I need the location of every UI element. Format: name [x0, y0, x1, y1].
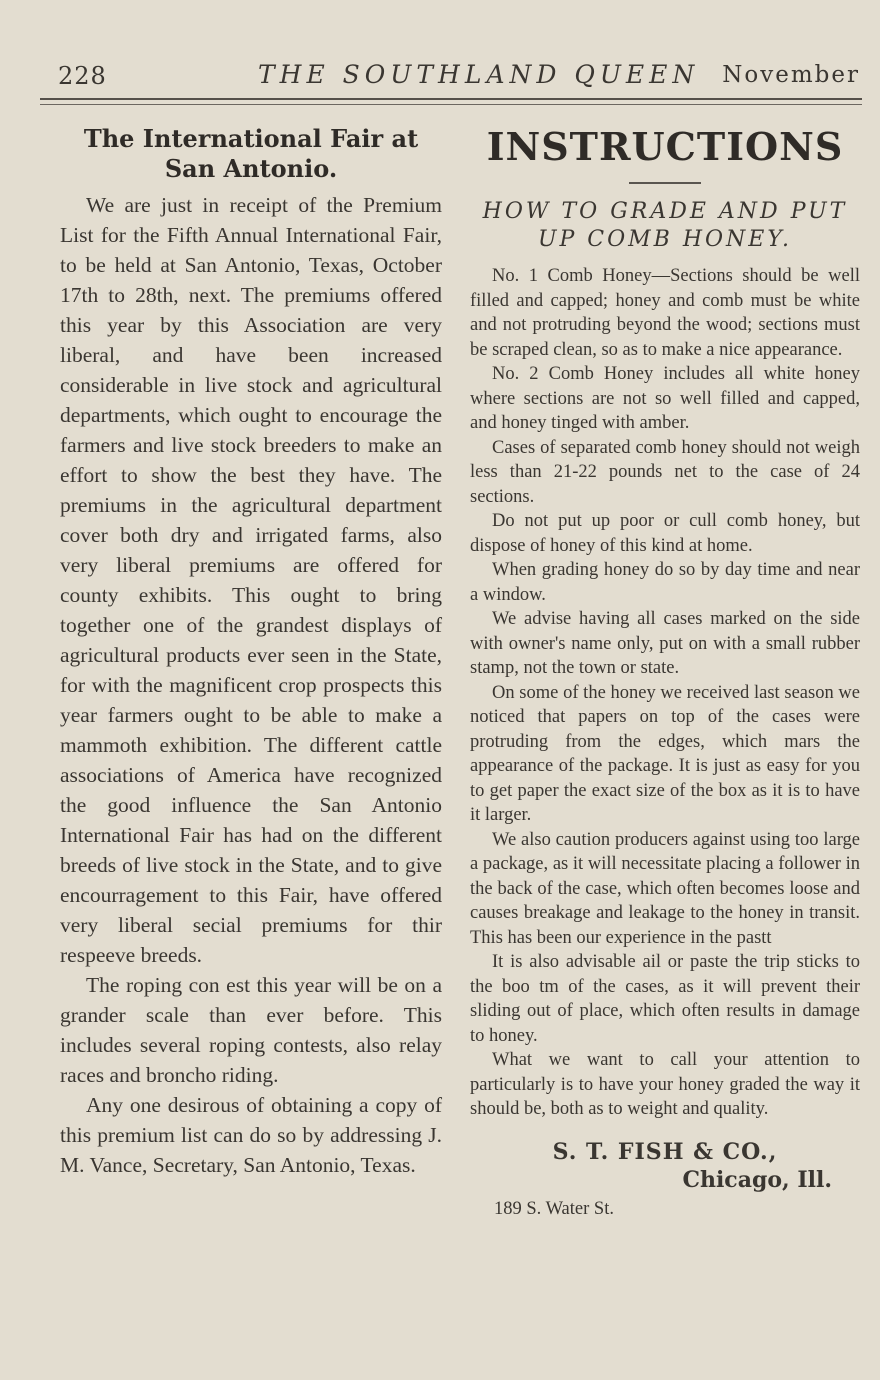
header-rule: [40, 98, 862, 100]
instruction-paragraph: No. 2 Comb Honey includes all white honey where sections are not so well filled and capped, and honey tinged with amber.: [470, 364, 860, 433]
section-divider: [629, 182, 701, 184]
instructions-subheading: HOW TO GRADE AND PUT UP COMB HONEY.: [482, 199, 848, 252]
signature-company: S. T. FISH & CO.,: [552, 1138, 778, 1165]
journal-title: THE SOUTHLAND QUEEN: [258, 60, 700, 89]
instruction-paragraph: It is also advisable ail or paste the trip sticks to the boo tm of the cases, as it will prevent their sliding out of place, which often results in damage to honey.: [470, 952, 860, 1046]
issue-month: November: [722, 62, 860, 88]
right-column-instructions: [470, 124, 860, 1222]
instruction-paragraph: When grading honey do so by day time and near a window.: [470, 560, 860, 605]
article-paragraph: The roping con est this year will be on a grander scale than ever before. This includes several roping contests, also relay races and broncho riding.: [60, 973, 442, 1087]
signature-address: 189 S. Water St.: [494, 1198, 614, 1219]
instruction-paragraph: We also caution producers against using too large a package, as it will necessitate placing a follower in the back of the case, which often becomes loose and causes breakage and leakage to the honey in transit. This has been our experience in the pastt: [470, 829, 860, 948]
instruction-paragraph: On some of the honey we received last season we noticed that papers on top of the cases were protruding from the edges, which mars the appearance of the package. It is just as easy for you to get paper the exact size of the box as it is to have it larger.: [470, 682, 860, 825]
instructions-heading: INSTRUCTIONS: [486, 124, 844, 169]
instruction-paragraph: We advise having all cases marked on the side with owner's name only, put on with a small rubber stamp, not the town or state.: [470, 609, 860, 678]
instruction-paragraph: What we want to call your attention to particularly is to have your honey graded the way it should be, both as to weight and quality.: [470, 1050, 860, 1119]
article-paragraph: We are just in receipt of the Premium List for the Fifth Annual International Fair, to be held at San Antonio, Texas, October 17th to 28th, next. The premiums offered this year by this Association are very liberal, and have been increased considerable in live stock and agricultural departments, which ought to encourage the farmers and live stock breeders to make an effort to show the best they have. The premiums in the agricultural department cover both dry and irrigated farms, also very liberal premiums are offered for county exhibits. This ought to bring together one of the grandest displays of agricultural products ever seen in the State, for with the magnificent crop prospects this year farmers ought to be able to make a mammoth exhibition. The different cattle associations of America have recognized the good influence the San Antonio International Fair has had on the different breeds of live stock in the State, and to give encourragement to this Fair, have offered very liberal secial premiums for thir respeeve breeds.: [60, 193, 442, 967]
article-title: The International Fair at San Antonio.: [83, 124, 419, 183]
instruction-paragraph: Cases of separated comb honey should not weigh less than 21-22 pounds net to the case of 24 sections.: [470, 437, 860, 507]
instruction-paragraph: No. 1 Comb Honey—Sections should be well filled and capped; honey and comb must be white and not protruding beyond the wood; sections must be scraped clean, so as to make a nice appearance.: [470, 266, 860, 360]
left-column-article: [60, 124, 442, 1180]
page-number: 228: [58, 62, 107, 90]
page-header: [0, 58, 880, 98]
instruction-paragraph: Do not put up poor or cull comb honey, but dispose of honey of this kind at home.: [470, 511, 860, 556]
article-paragraph: Any one desirous of obtaining a copy of this premium list can do so by addressing J. M. Vance, Secretary, San Antonio, Texas.: [60, 1093, 442, 1177]
signature-city: Chicago, Ill.: [682, 1166, 832, 1193]
header-rule-thin: [40, 104, 862, 105]
